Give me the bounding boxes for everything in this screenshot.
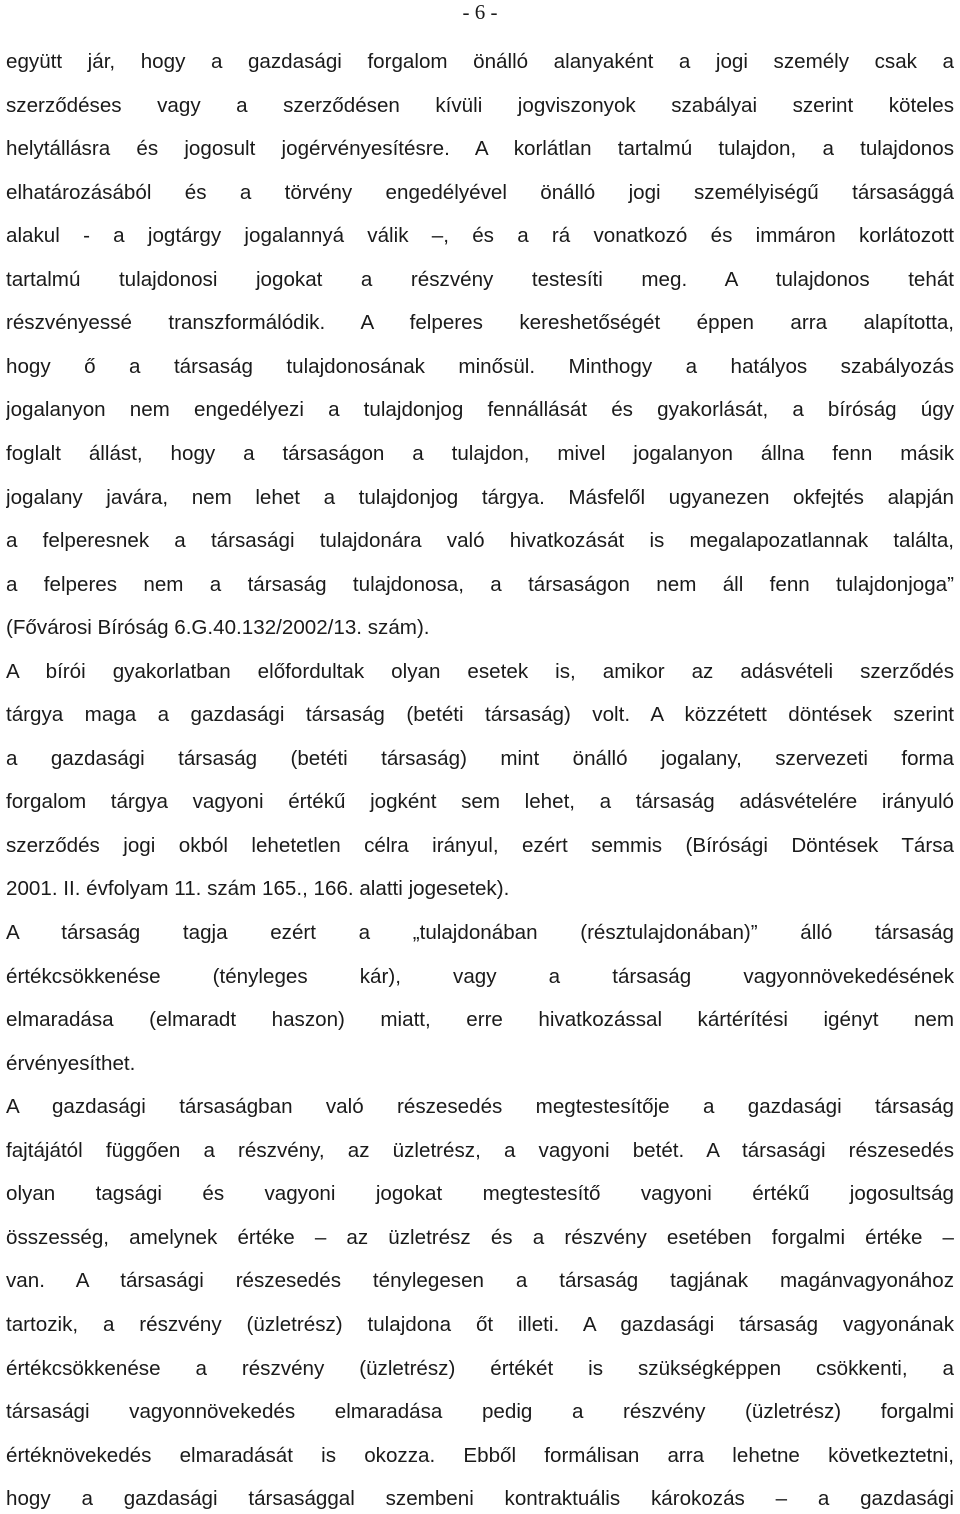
text-line: szerződéses vagy a szerződésen kívüli jogviszonyok szabályai szerint köteles	[6, 93, 954, 117]
text-line: alakul - a jogtárgy jogalannyá válik –, és a rá vonatkozó és immáron korlátozott	[6, 224, 954, 248]
text-line: a felperesnek a társasági tulajdonára való hivatkozását is megalapozatlannak találta,	[6, 529, 954, 553]
text-line: hogy ő a társaság tulajdonosának minősül. Minthogy a hatályos szabályozás	[6, 354, 954, 378]
text-line: jogalany javára, nem lehet a tulajdonjog tárgya. Másfelől ugyanezen okfejtés alapján	[6, 485, 954, 509]
text-line: hogy a gazdasági társasággal szembeni kontraktuális károkozás – a gazdasági	[6, 1487, 954, 1511]
text-line: A bírói gyakorlatban előfordultak olyan esetek is, amikor az adásvételi szerződés	[6, 659, 954, 683]
text-line: A gazdasági társaságban való részesedés megtestesítője a gazdasági társaság	[6, 1095, 954, 1119]
text-line: a gazdasági társaság (betéti társaság) mint önálló jogalany, szervezeti forma	[6, 746, 954, 770]
text-line: foglalt állást, hogy a társaságon a tulajdon, mivel jogalanyon állna fenn másik	[6, 441, 954, 465]
page-number: - 6 -	[462, 0, 498, 24]
text-line: összesség, amelynek értéke – az üzletrész és a részvény esetében forgalmi értéke –	[6, 1225, 954, 1249]
text-line: olyan tagsági és vagyoni jogokat megtestesítő vagyoni értékű jogosultság	[6, 1182, 954, 1206]
text-line: részvényessé transzformálódik. A felperes kereshetőségét éppen arra alapította,	[6, 311, 954, 335]
text-line: tartozik, a részvény (üzletrész) tulajdona őt illeti. A gazdasági társaság vagyonának	[6, 1312, 954, 1336]
text-line: a felperes nem a társaság tulajdonosa, a társaságon nem áll fenn tulajdonjoga”	[6, 572, 954, 596]
text-line: szerződés jogi okból lehetetlen célra irányul, ezért semmis (Bírósági Döntések Társa	[6, 833, 954, 857]
text-line: elmaradása (elmaradt haszon) miatt, erre hivatkozással kártérítési igényt nem	[6, 1008, 954, 1032]
text-line: értékcsökkenése a részvény (üzletrész) értékét is szükségképpen csökkenti, a	[6, 1356, 954, 1380]
text-line: tartalmú tulajdonosi jogokat a részvény testesíti meg. A tulajdonos tehát	[6, 267, 954, 291]
text-line: forgalom tárgya vagyoni értékű jogként sem lehet, a társaság adásvételére irányuló	[6, 790, 954, 814]
text-line: A társaság tagja ezért a „tulajdonában (résztulajdonában)” álló társaság	[6, 921, 954, 944]
text-line: együtt jár, hogy a gazdasági forgalom önálló alanyaként a jogi személy csak a	[6, 50, 954, 73]
text-line: tárgya maga a gazdasági társaság (betéti társaság) volt. A közzétett döntések szerint	[6, 703, 954, 727]
text-line: helytállásra és jogosult jogérvényesítésre. A korlátlan tartalmú tulajdon, a tulajdonos	[6, 137, 954, 161]
text-line: értékcsökkenése (tényleges kár), vagy a társaság vagyonnövekedésének	[6, 964, 954, 988]
text-line: érvényesíthet.	[6, 1051, 136, 1075]
text-line: társasági vagyonnövekedés elmaradása pedig a részvény (üzletrész) forgalmi	[6, 1400, 954, 1424]
text-line: (Fővárosi Bíróság 6.G.40.132/2002/13. szám).	[6, 616, 430, 640]
text-line: jogalanyon nem engedélyezi a tulajdonjog fennállását és gyakorlását, a bíróság úgy	[6, 398, 954, 422]
text-line: fajtájától függően a részvény, az üzletrész, a vagyoni betét. A társasági részesedés	[6, 1138, 954, 1162]
text-line: van. A társasági részesedés ténylegesen a társaság tagjának magánvagyonához	[6, 1269, 954, 1293]
text-line: elhatározásából és a törvény engedélyével önálló jogi személyiségű társasággá	[6, 180, 954, 204]
text-line: 2001. II. évfolyam 11. szám 165., 166. alatti jogesetek).	[6, 877, 510, 901]
text-line: értéknövekedés elmaradását is okozza. Ebből formálisan arra lehetne következtetni,	[6, 1443, 954, 1467]
